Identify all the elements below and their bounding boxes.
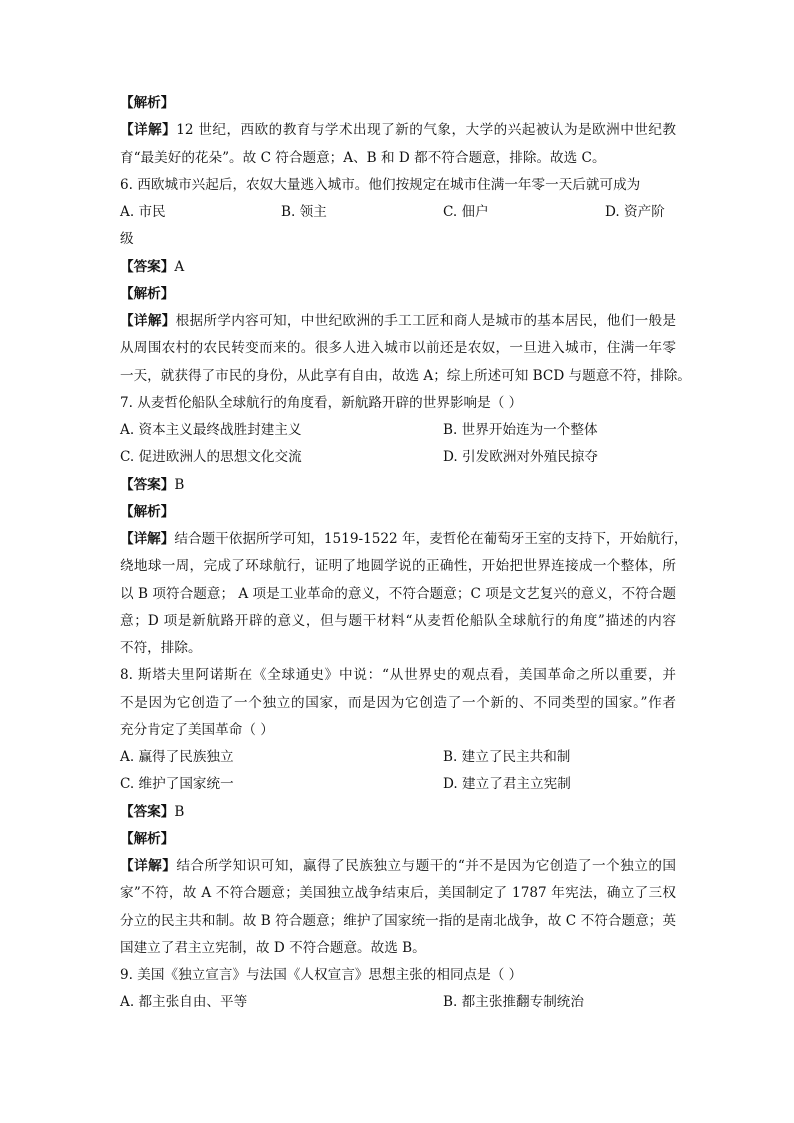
q8-analysis-label: 【解析】 xyxy=(120,830,175,847)
q6-analysis-label: 【解析】 xyxy=(120,285,175,302)
q8-option-c: C. 维护了国家统一 xyxy=(120,776,234,793)
q8-answer xyxy=(120,799,676,826)
q5-detail-line: 育“最美好的花朵”。故 C 符合题意；A、B 和 D 都不符合题意，排除。故选 C。 xyxy=(120,149,606,166)
q9-options-ab xyxy=(120,989,676,1016)
q6-stem: 6. 西欧城市兴起后，农奴大量逃入城市。他们按规定在城市住满一年零一天后就可成为 xyxy=(120,176,641,193)
q7-answer xyxy=(120,472,676,499)
q8-detail-line: 分立的民主共和制。故 B 符合题意；维护了国家统一指的是南北战争，故 C 不符合题意；英 xyxy=(120,912,676,929)
q9-stem: 9. 美国《独立宣言》与法国《人权宣言》思想主张的相同点是（ ） xyxy=(120,967,523,983)
q7-detail-line xyxy=(120,526,688,553)
document-page xyxy=(120,90,691,1017)
q8-options-ab xyxy=(120,744,676,771)
q6-option-wrap: 级 xyxy=(120,231,134,248)
q6-options xyxy=(120,199,676,226)
q6-answer xyxy=(120,254,676,281)
q8-answer-label: 【答案】 xyxy=(120,803,175,820)
q7-options-cd xyxy=(120,444,676,471)
q8-option-d: D. 建立了君主立宪制 xyxy=(443,776,571,793)
q8-option-b: B. 建立了民主共和制 xyxy=(443,749,571,765)
q8-detail-text: 结合所学知识可知，赢得了民族独立与题干的“并不是因为它创造了一个独立的国 xyxy=(176,858,676,874)
q6-option-a: A. 市民 xyxy=(120,204,166,220)
q6-detail-label: 【详解】 xyxy=(120,313,176,329)
q5-analysis-label: 【解析】 xyxy=(120,95,175,111)
q8-detail-line: 家”不符，故 A 不符合题意；美国独立战争结束后，美国制定了 1787 年宪法，确立了三权 xyxy=(120,885,676,902)
q7-analysis-label: 【解析】 xyxy=(120,503,175,520)
q7-detail-line: 不符，排除。 xyxy=(120,640,202,656)
q8-answer-value: B xyxy=(174,803,185,820)
q6-option-c: C. 佃户 xyxy=(443,204,489,220)
q9-option-a: A. 都主张自由、平等 xyxy=(120,994,248,1011)
q6-answer-value: A xyxy=(174,258,185,275)
q7-detail-label: 【详解】 xyxy=(120,531,175,547)
q7-detail-text: 结合题干依据所学可知，1519-1522 年，麦哲伦在葡萄牙王室的支持下，开始航行， xyxy=(174,531,688,547)
q6-detail-text: 根据所学内容可知，中世纪欧洲的手工工匠和商人是城市的基本居民，他们一般是 xyxy=(175,313,677,329)
q9-option-b: B. 都主张推翻专制统治 xyxy=(443,994,584,1011)
q7-answer-value: B xyxy=(174,476,185,493)
q8-option-a: A. 赢得了民族独立 xyxy=(120,749,234,765)
q7-detail-line: 绕地球一周，完成了环球航行，证明了地圆学说的正确性，开始把世界连接成一个整体，所 xyxy=(120,558,676,575)
q7-answer-label: 【答案】 xyxy=(120,476,175,493)
q6-detail-line: 一天，就获得了市民的身份，从此享有自由，故选 A；综上所述可知 BCD 与题意不符，排除。 xyxy=(120,367,691,384)
q5-detail-line xyxy=(120,117,676,144)
q6-option-b: B. 领主 xyxy=(281,204,327,220)
q8-detail-label: 【详解】 xyxy=(120,858,177,874)
q6-detail-line xyxy=(120,308,676,335)
q7-detail-line: 以 B 项符合题意； A 项是工业革命的意义，不符合题意；C 项是文艺复兴的意义，不符合题 xyxy=(120,585,676,602)
q7-detail-line: 意；D 项是新航路开辟的意义，但与题干材料“从麦哲伦船队全球航行的角度”描述的内容 xyxy=(120,612,676,629)
q7-stem: 7. 从麦哲伦船队全球航行的角度看，新航路开辟的世界影响是（ ） xyxy=(120,394,523,411)
q8-stem-line: 不是因为它创造了一个独立的国家，而是因为它创造了一个新的、不同类型的国家。”作者 xyxy=(120,694,676,711)
q6-answer-label: 【答案】 xyxy=(120,258,175,275)
q7-options-ab xyxy=(120,417,676,444)
q8-options-cd xyxy=(120,771,676,798)
q7-option-c: C. 促进欧洲人的思想文化交流 xyxy=(120,449,302,466)
q8-detail-line: 国建立了君主立宪制，故 D 不符合题意。故选 B。 xyxy=(120,939,426,956)
q8-stem-line: 8. 斯塔夫里阿诺斯在《全球通史》中说：“从世界史的观点看，美国革命之所以重要，并 xyxy=(120,667,676,684)
q6-option-d: D. 资产阶 xyxy=(605,204,665,220)
q7-option-b: B. 世界开始连为一个整体 xyxy=(443,422,598,438)
q7-option-d: D. 引发欧洲对外殖民掠夺 xyxy=(443,449,598,466)
q8-detail-line xyxy=(120,853,676,880)
q7-option-a: A. 资本主义最终战胜封建主义 xyxy=(120,422,302,438)
q5-detail-label: 【详解】 xyxy=(120,122,177,139)
q6-detail-line: 从周围农村的农民转变而来的。很多人进入城市以前还是农奴，一旦进入城市，住满一年零 xyxy=(120,340,676,357)
q5-detail-text: 12 世纪，西欧的教育与学术出现了新的气象，大学的兴起被认为是欧洲中世纪教 xyxy=(176,122,676,139)
q8-stem-line: 充分肯定了美国革命（ ） xyxy=(120,721,274,738)
